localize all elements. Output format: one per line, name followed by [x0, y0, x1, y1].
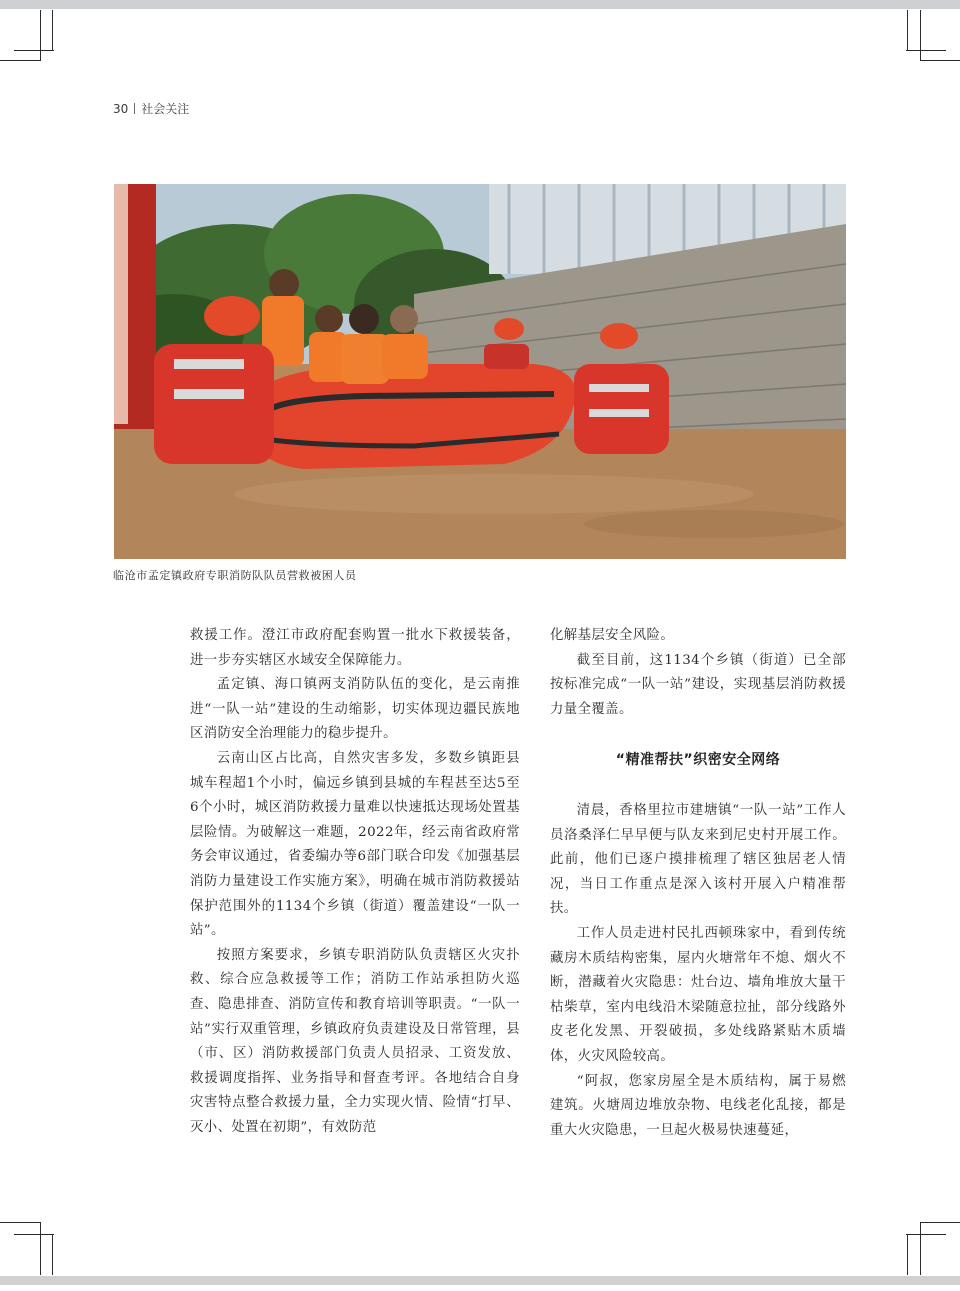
paragraph: 云南山区占比高，自然灾害多发，多数乡镇距县城车程超1个小时，偏远乡镇到县城的车程甚至达5至6个小时，城区消防救援力量难以快速抵达现场处置基层险情。为破解这一难题，2022年，经云南省政府常务会审议通过，省委编办等6部门联合印发《加强基层消防力量建设工作实施方案》，明确在城市消防救援站保护范围外的1134个乡镇（街道）覆盖建设“一队一站”。	[190, 750, 520, 939]
running-header	[113, 100, 189, 117]
paragraph: 按照方案要求，乡镇专职消防队负责辖区火灾扑救、综合应急救援等工作；消防工作站承担防火巡查、隐患排查、消防宣传和教育培训等职责。“一队一站”实行双重管理，乡镇政府负责建设及日常管理，县（市、区）消防救援部门负责人员招录、工资发放、救援调度指挥、业务指导和督查考评。各地结合自身灾害特点整合救援力量，全力实现火情、险情“打早、灭小、处置在初期”，有效防范	[190, 947, 520, 1135]
bottom-band	[0, 1276, 960, 1285]
paragraph: 救援工作。澄江市政府配套购置一批水下救援装备，进一步夯实辖区水域安全保障能力。	[190, 628, 520, 668]
section-heading: “精准帮扶”织密安全网络	[615, 752, 781, 769]
rescue-photo	[114, 184, 846, 559]
paragraph: 清晨，香格里拉市建塘镇“一队一站”工作人员洛桑泽仁早早便与队友来到尼史村开展工作。此前，他们已逐户摸排梳理了辖区独居老人情况，当日工作重点是深入该村开展入户精准帮扶。	[550, 802, 846, 917]
header-divider	[134, 103, 135, 114]
paragraph: 孟定镇、海口镇两支消防队伍的变化，是云南推进“一队一站”建设的生动缩影，切实体现边疆民族地区消防安全治理能力的稳步提升。	[190, 677, 520, 742]
paragraph: 截至目前，这1134个乡镇（街道）已全部按标准完成“一队一站”建设，实现基层消防救援力量全覆盖。	[550, 652, 846, 717]
right-column	[550, 624, 846, 1143]
top-band	[0, 0, 960, 9]
paragraph: 化解基层安全风险。	[550, 628, 675, 643]
photo-caption: 临沧市孟定镇政府专职消防队队员营救被困人员	[113, 569, 357, 582]
section-name: 社会关注	[141, 102, 190, 116]
paragraph: 工作人员走进村民扎西顿珠家中，看到传统藏房木质结构密集，屋内火塘常年不熄、烟火不断，潜藏着火灾隐患：灶台边、墙角堆放大量干枯柴草，室内电线沿木梁随意拉扯，部分线路外皮老化发黑、开裂破损，多处线路紧贴木质墙体，火灾风险较高。	[550, 925, 846, 1064]
paragraph: “阿叔，您家房屋全是木质结构，属于易燃建筑。火塘周边堆放杂物、电线老化乱接，都是重大火灾隐患，一旦起火极易快速蔓延，	[550, 1073, 846, 1138]
page-number: 30	[113, 101, 129, 116]
left-column	[190, 624, 520, 1140]
